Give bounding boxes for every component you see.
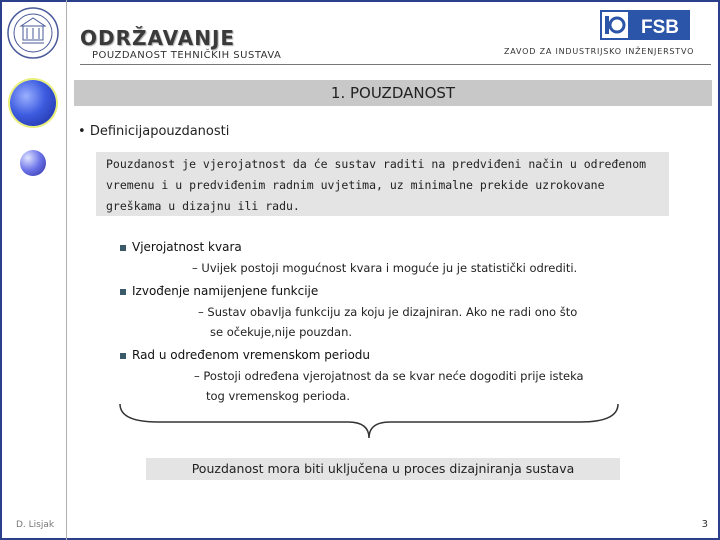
- definition-heading: • Definicijapouzdanosti: [78, 124, 230, 139]
- square-bullet-icon: [120, 289, 126, 295]
- list-item-label: Izvođenje namijenjene funkcije: [132, 284, 319, 298]
- page-number: 3: [701, 519, 708, 530]
- fsb-logo-text: FSB: [641, 17, 679, 38]
- square-bullet-icon: [120, 245, 126, 251]
- list-item-label: Rad u određenom vremenskom periodu: [132, 348, 371, 362]
- fsb-logo-icon: [600, 10, 690, 40]
- section-title: 1. POUZDANOST: [74, 80, 712, 106]
- curly-brace-icon: [118, 400, 620, 440]
- definition-heading-text: Definicijapouzdanosti: [89, 124, 230, 139]
- institute-name: ZAVOD ZA INDUSTRIJSKO INŽENJERSTVO: [504, 47, 695, 56]
- list-item-detail: – Uvijek postoji mogućnost kvara i moguće ju je statistički odrediti.: [192, 261, 578, 275]
- list-item: [120, 284, 318, 298]
- blue-sphere-icon: [10, 80, 56, 126]
- list-item-detail: tog vremenskog perioda.: [206, 389, 350, 403]
- summary-box: Pouzdanost mora biti uključena u proces dizajniranja sustava: [146, 458, 620, 480]
- list-item-label: Vjerojatnost kvara: [132, 240, 242, 254]
- list-item-detail: se očekuje,nije pouzdan.: [210, 325, 353, 339]
- list-item-detail: – Postoji određena vjerojatnost da se kvar neće dogoditi prije isteka: [194, 369, 584, 383]
- page-subtitle: POUZDANOST TEHNIČKIH SUSTAVA: [92, 50, 282, 61]
- page-title: ODRŽAVANJE: [80, 26, 236, 50]
- left-column: [0, 0, 67, 540]
- list-item-detail: – Sustav obavlja funkciju za koju je dizajniran. Ako ne radi ono što: [198, 305, 578, 319]
- footer-author: D. Lisjak: [16, 520, 55, 530]
- definition-text: Pouzdanost je vjerojatnost da će sustav raditi na predviđeni način u određenom vremenu i u predviđenim radnim uvjetima, uz minimalne prekide uzrokovane greškama u dizajnu ili radu.: [106, 157, 647, 213]
- header-divider: [80, 64, 711, 65]
- list-item: [120, 348, 370, 362]
- square-bullet-icon: [120, 353, 126, 359]
- small-sphere-icon: [20, 150, 46, 176]
- list-item: [120, 240, 242, 254]
- university-seal-icon: [6, 6, 60, 60]
